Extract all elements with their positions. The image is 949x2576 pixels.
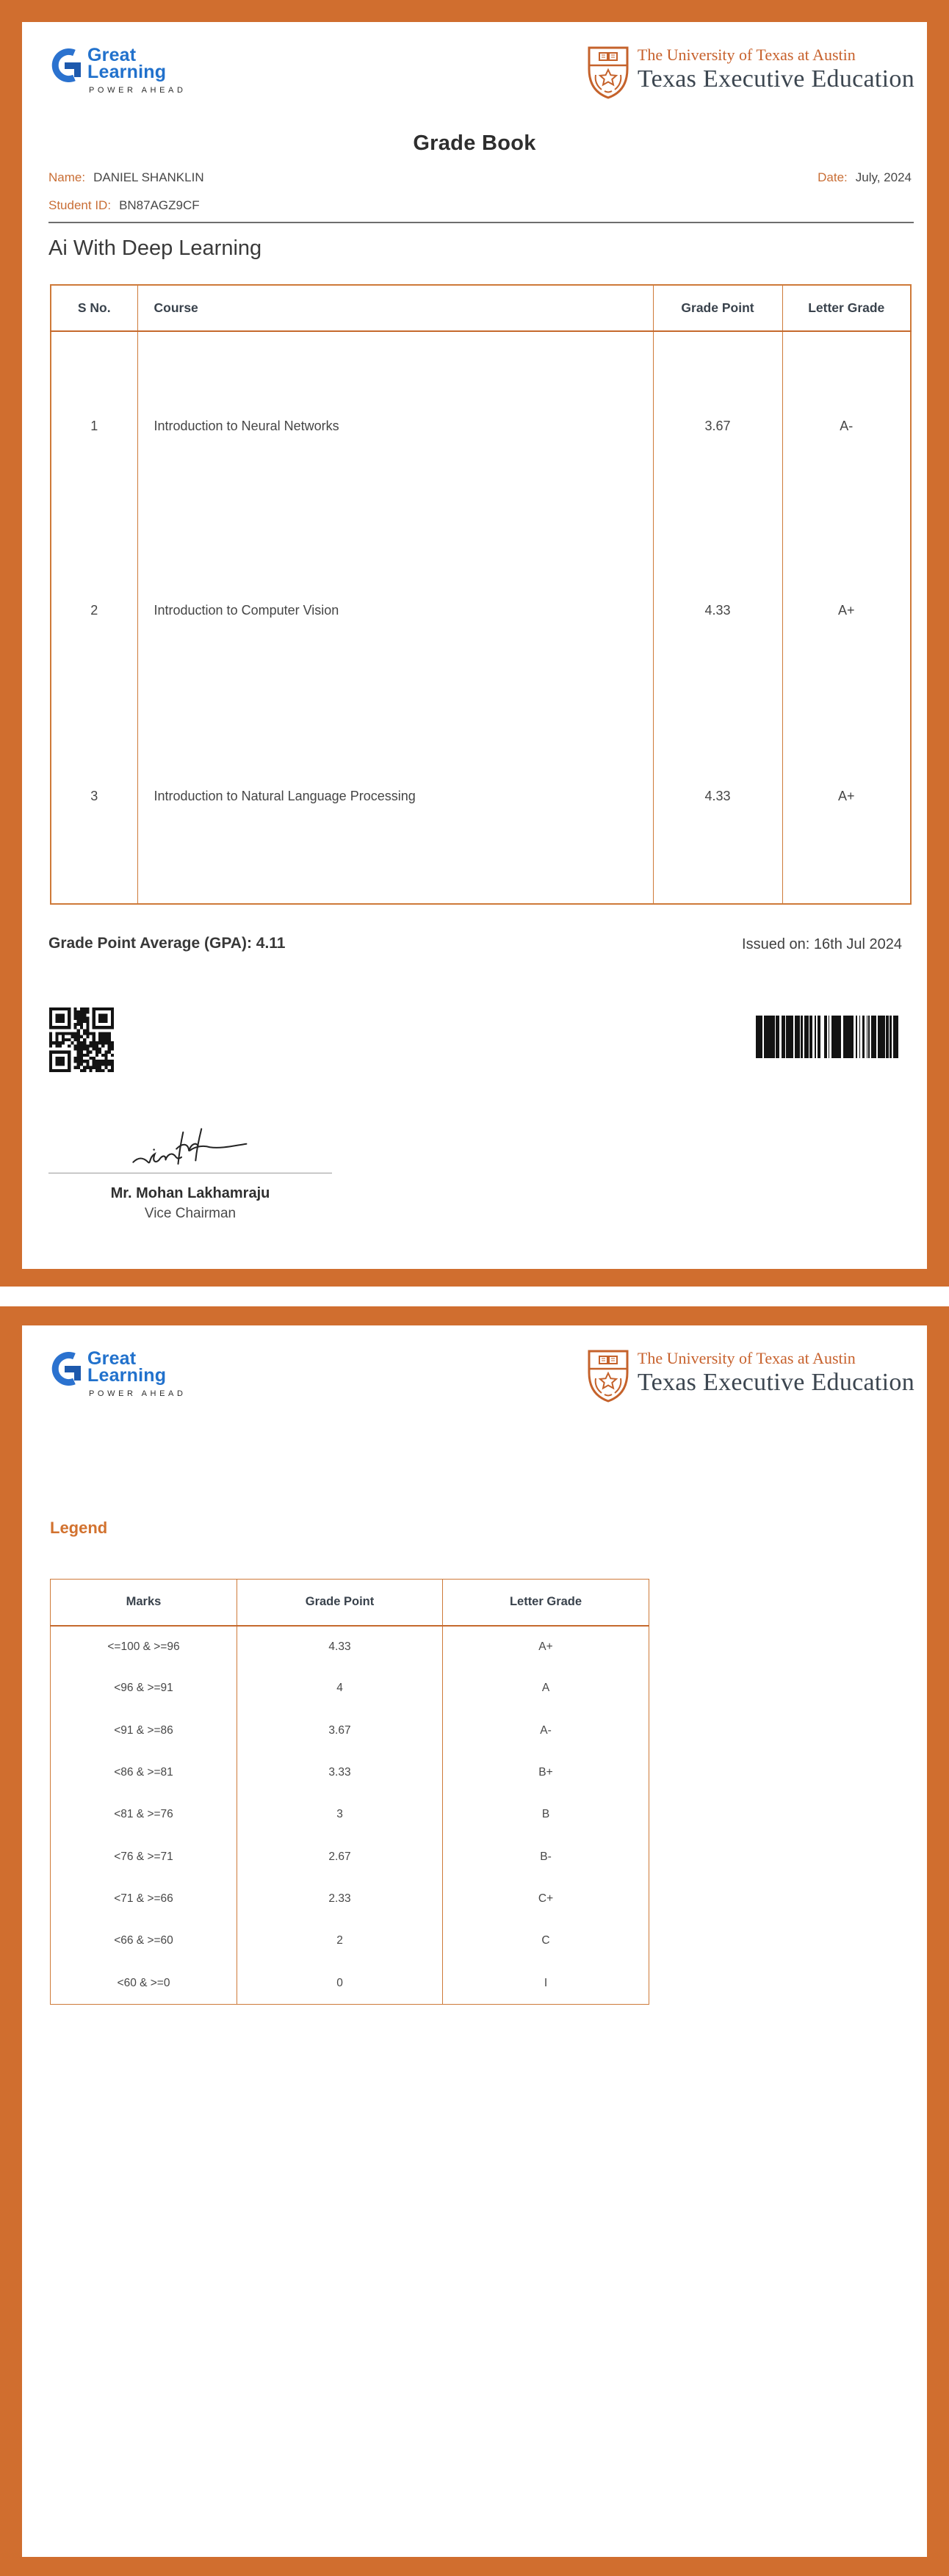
table-cell: B- bbox=[443, 1836, 649, 1878]
table-cell: 3.67 bbox=[653, 331, 782, 518]
table-cell: 2.67 bbox=[237, 1836, 443, 1878]
page-title: Grade Book bbox=[413, 131, 536, 155]
issued-date: Issued on: 16th Jul 2024 bbox=[742, 936, 902, 952]
ut-wordmark-line2: Texas Executive Education bbox=[637, 65, 914, 93]
table-cell: A+ bbox=[782, 703, 911, 890]
table-cell: <96 & >=91 bbox=[51, 1668, 237, 1710]
table-cell: 3.67 bbox=[237, 1710, 443, 1751]
great-learning-logo bbox=[48, 47, 187, 95]
course-grades-table bbox=[50, 284, 912, 905]
great-learning-tagline: POWER AHEAD bbox=[89, 86, 187, 95]
great-learning-wordmark-line2: Learning bbox=[87, 1365, 167, 1386]
table-cell: 2 bbox=[237, 1920, 443, 1962]
date-row bbox=[818, 170, 912, 185]
great-learning-wordmark-line1: Great bbox=[87, 45, 137, 65]
great-learning-wordmark-line2: Learning bbox=[87, 62, 167, 82]
ut-wordmark-line2: Texas Executive Education bbox=[637, 1369, 914, 1396]
table-cell: <81 & >=76 bbox=[51, 1794, 237, 1836]
table-cell: 4.33 bbox=[237, 1626, 443, 1668]
legend-column-marks: Marks bbox=[51, 1580, 237, 1626]
table-cell: C+ bbox=[443, 1878, 649, 1920]
table-cell: <66 & >=60 bbox=[51, 1920, 237, 1962]
table-cell: 3 bbox=[237, 1794, 443, 1836]
ut-wordmark-line1: The University of Texas at Austin bbox=[637, 46, 856, 64]
student-name-row bbox=[48, 170, 204, 185]
table-row bbox=[51, 1668, 649, 1710]
signature-icon bbox=[119, 1121, 262, 1171]
great-learning-g-icon bbox=[48, 1350, 81, 1387]
name-label: Name: bbox=[48, 170, 86, 184]
table-row bbox=[51, 1878, 649, 1920]
table-row bbox=[51, 1710, 649, 1751]
table-cell: A+ bbox=[443, 1626, 649, 1668]
table-cell: 2 bbox=[51, 518, 137, 704]
table-row bbox=[51, 518, 911, 704]
table-cell: 2.33 bbox=[237, 1878, 443, 1920]
great-learning-wordmark-line1: Great bbox=[87, 1348, 137, 1369]
table-row bbox=[51, 1626, 649, 1668]
table-cell: <91 & >=86 bbox=[51, 1710, 237, 1751]
great-learning-g-icon bbox=[48, 47, 81, 84]
ut-shield-icon bbox=[587, 1349, 629, 1403]
table-cell: Introduction to Computer Vision bbox=[137, 518, 653, 704]
table-cell: A- bbox=[443, 1710, 649, 1751]
table-row bbox=[51, 1920, 649, 1962]
barcode bbox=[754, 1016, 901, 1058]
table-cell: Introduction to Neural Networks bbox=[137, 331, 653, 518]
column-header-grade-point: Grade Point bbox=[653, 285, 782, 331]
table-cell: I bbox=[443, 1962, 649, 2004]
ut-austin-logo bbox=[587, 46, 914, 100]
table-row bbox=[51, 1794, 649, 1836]
ut-wordmark-line1: The University of Texas at Austin bbox=[637, 1349, 856, 1367]
great-learning-logo bbox=[48, 1350, 187, 1398]
table-row bbox=[51, 1836, 649, 1878]
table-cell: 4.33 bbox=[653, 703, 782, 890]
course-table-body bbox=[51, 331, 911, 890]
table-cell: <=100 & >=96 bbox=[51, 1626, 237, 1668]
table-cell: <71 & >=66 bbox=[51, 1878, 237, 1920]
legend-column-grade-point: Grade Point bbox=[237, 1580, 443, 1626]
table-cell: <86 & >=81 bbox=[51, 1751, 237, 1793]
column-header-sno: S No. bbox=[51, 285, 137, 331]
legend-table-body bbox=[51, 1626, 649, 2005]
student-id-label: Student ID: bbox=[48, 198, 112, 212]
page-gap bbox=[0, 1287, 949, 1306]
qr-code bbox=[49, 1007, 114, 1072]
table-cell: 3 bbox=[51, 703, 137, 890]
table-cell: <76 & >=71 bbox=[51, 1836, 237, 1878]
table-cell: Introduction to Natural Language Processing bbox=[137, 703, 653, 890]
great-learning-tagline: POWER AHEAD bbox=[89, 1389, 187, 1398]
legend-heading: Legend bbox=[50, 1519, 108, 1537]
student-id-value: BN87AGZ9CF bbox=[119, 198, 200, 212]
name-value: DANIEL SHANKLIN bbox=[93, 170, 204, 184]
legend-table bbox=[50, 1579, 649, 2005]
column-header-course: Course bbox=[137, 285, 653, 331]
date-label: Date: bbox=[818, 170, 848, 184]
column-header-letter-grade: Letter Grade bbox=[782, 285, 911, 331]
course-table-filler bbox=[51, 890, 911, 905]
gpa-summary: Grade Point Average (GPA): 4.11 bbox=[48, 935, 286, 952]
course-table-header bbox=[51, 285, 911, 331]
gradebook-page-1 bbox=[0, 0, 949, 1287]
table-cell: A+ bbox=[782, 518, 911, 704]
table-cell: 0 bbox=[237, 1962, 443, 2004]
signatory-title: Vice Chairman bbox=[144, 1206, 237, 1221]
table-row bbox=[51, 703, 911, 890]
table-cell: 4 bbox=[237, 1668, 443, 1710]
program-title: Ai With Deep Learning bbox=[48, 236, 262, 260]
legend-table-header bbox=[51, 1580, 649, 1626]
table-cell: A bbox=[443, 1668, 649, 1710]
table-row bbox=[51, 1751, 649, 1793]
table-cell: B+ bbox=[443, 1751, 649, 1793]
table-cell: A- bbox=[782, 331, 911, 518]
table-row bbox=[51, 1962, 649, 2004]
student-id-row bbox=[48, 198, 200, 213]
signature-block bbox=[48, 1121, 332, 1222]
ut-austin-logo bbox=[587, 1349, 914, 1403]
table-cell: 3.33 bbox=[237, 1751, 443, 1793]
table-row bbox=[51, 331, 911, 518]
legend-column-letter-grade: Letter Grade bbox=[443, 1580, 649, 1626]
table-cell: C bbox=[443, 1920, 649, 1962]
header-divider bbox=[48, 222, 914, 223]
gradebook-page-2 bbox=[0, 1306, 949, 2576]
date-value: July, 2024 bbox=[855, 170, 912, 184]
table-cell: B bbox=[443, 1794, 649, 1836]
table-cell: 1 bbox=[51, 331, 137, 518]
signatory-name: Mr. Mohan Lakhamraju bbox=[110, 1185, 270, 1201]
ut-shield-icon bbox=[587, 46, 629, 100]
table-cell: <60 & >=0 bbox=[51, 1962, 237, 2004]
table-cell: 4.33 bbox=[653, 518, 782, 704]
